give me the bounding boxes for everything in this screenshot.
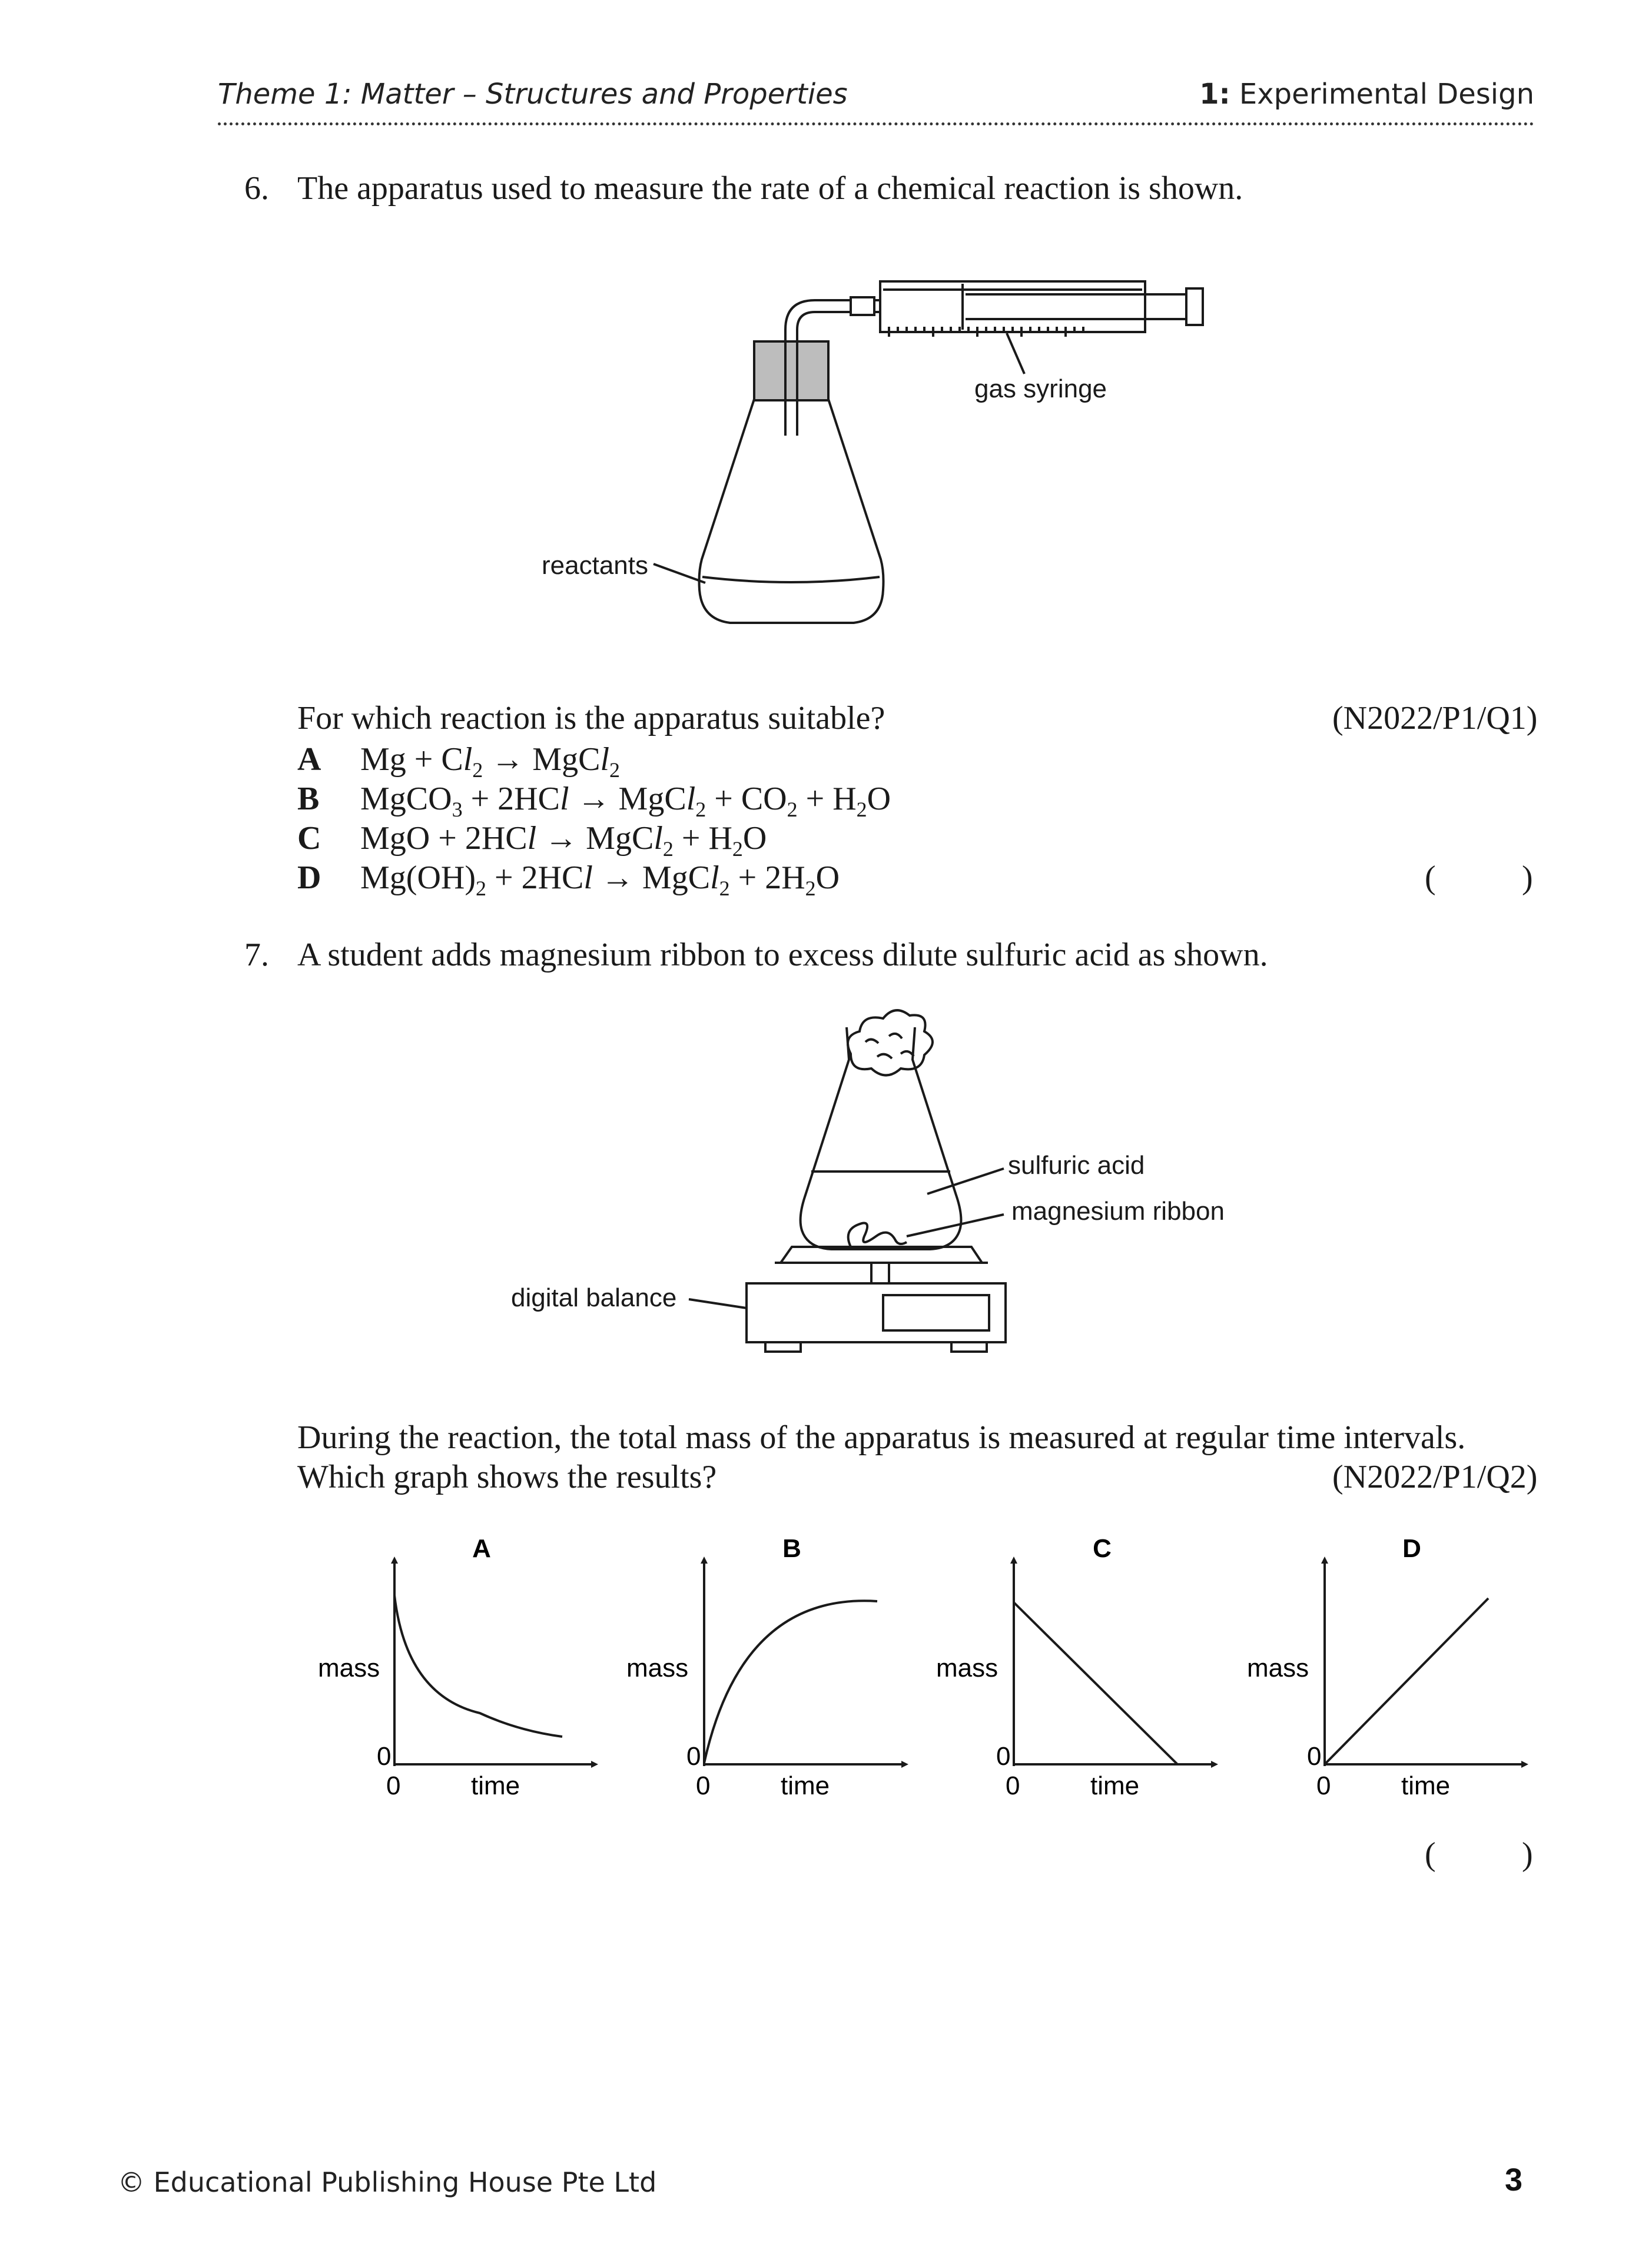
graph-c [936, 1534, 1215, 1800]
graph-a-y-origin: 0 [377, 1742, 392, 1771]
graph-a-xlabel: time [471, 1771, 520, 1800]
graph-b-y-origin: 0 [686, 1742, 701, 1771]
q6-number: 6. [244, 170, 269, 207]
label-gas-syringe: gas syringe [974, 374, 1107, 403]
q6-answer-open-bracket: ( [1425, 859, 1436, 896]
graph-c-line [1014, 1602, 1177, 1764]
q7-answer-close-bracket: ) [1522, 1836, 1533, 1873]
running-header-theme: Theme 1: Matter – Structures and Properties [218, 78, 848, 111]
label-sulfuric-acid: sulfuric acid [1008, 1151, 1145, 1180]
graph-c-title: C [1093, 1534, 1112, 1563]
q6-option-d-letter: D [297, 859, 321, 896]
graph-c-xlabel: time [1090, 1771, 1140, 1800]
q7-text-line1: During the reaction, the total mass of the apparatus is measured at regular time intervals. [297, 1419, 1466, 1456]
graph-a [318, 1534, 595, 1800]
graph-d-line [1325, 1598, 1488, 1764]
graph-c-y-origin: 0 [996, 1742, 1011, 1771]
q6-option-c-equation: MgO + 2HCl → MgCl$_2$ + $H_2O$ [360, 820, 767, 861]
q6-answer-close-bracket: ) [1522, 859, 1533, 896]
graph-c-x-origin: 0 [1006, 1771, 1020, 1800]
graph-a-ylabel: mass [318, 1654, 380, 1682]
graph-b [626, 1534, 905, 1800]
q7-number: 7. [244, 937, 269, 973]
q7-stem: A student adds magnesium ribbon to excess dilute sulfuric acid as shown. [297, 937, 1268, 973]
q6-option-b-letter: B [297, 781, 320, 817]
graph-a-title: A [472, 1534, 491, 1563]
q7-text-line2: Which graph shows the results? [297, 1459, 717, 1495]
chapter-number: 1: [1199, 78, 1230, 111]
graph-d [1247, 1534, 1525, 1800]
graph-b-ylabel: mass [626, 1654, 689, 1682]
q6-option-c-letter: C [297, 820, 321, 857]
graph-b-curve [704, 1601, 877, 1763]
q6-source: (N2022/P1/Q1) [1332, 700, 1538, 736]
page-number: 3 [1504, 2162, 1522, 2198]
graph-d-y-origin: 0 [1307, 1742, 1322, 1771]
q6-prompt: For which reaction is the apparatus suitable? [297, 700, 885, 736]
label-magnesium-ribbon: magnesium ribbon [1011, 1197, 1225, 1226]
graph-a-curve [394, 1595, 562, 1737]
q6-option-a-equation: $Mg + Cl_2$ → MgCl$_2$ [360, 741, 621, 782]
graph-d-x-origin: 0 [1316, 1771, 1331, 1800]
label-digital-balance: digital balance [511, 1283, 677, 1312]
graph-d-ylabel: mass [1247, 1654, 1309, 1682]
q6-option-b-equation: MgCO$_3$ + 2HCl → MgCl$_2$ + $CO_2 + H_2O$ [360, 781, 891, 821]
graph-b-title: B [782, 1534, 801, 1563]
graph-c-ylabel: mass [936, 1654, 999, 1682]
q6-stem: The apparatus used to measure the rate of a chemical reaction is shown. [297, 170, 1243, 207]
graph-a-x-origin: 0 [386, 1771, 401, 1800]
q6-option-a-letter: A [297, 741, 321, 778]
q7-answer-open-bracket: ( [1425, 1836, 1436, 1873]
graph-d-title: D [1402, 1534, 1421, 1563]
graph-b-xlabel: time [781, 1771, 830, 1800]
chapter-title: Experimental Design [1239, 78, 1534, 111]
footer-copyright: © Educational Publishing House Pte Ltd [118, 2166, 657, 2198]
q7-source: (N2022/P1/Q2) [1332, 1459, 1538, 1495]
graph-d-xlabel: time [1401, 1771, 1451, 1800]
q6-option-d-equation: $Mg(OH)_2 + 2HCl$ → MgCl$_2$ + $2H_2O$ [360, 859, 840, 900]
graph-b-x-origin: 0 [696, 1771, 711, 1800]
label-reactants: reactants [542, 551, 648, 580]
